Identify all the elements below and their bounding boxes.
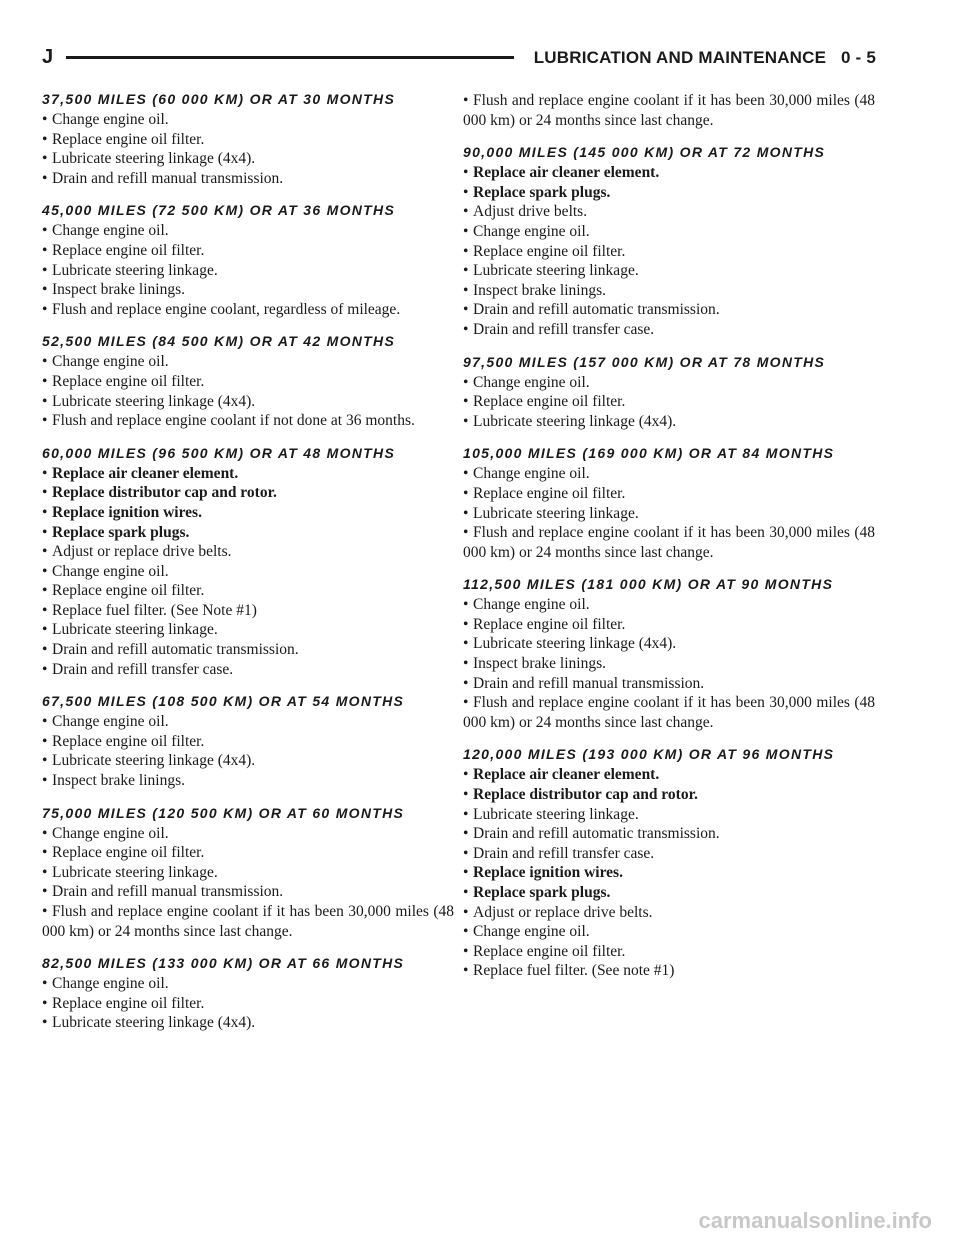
bullet-icon: • [463, 242, 469, 260]
interval-heading: 97,500 MILES (157 000 KM) OR AT 78 MONTHS [463, 353, 826, 370]
bullet-icon: • [42, 621, 48, 639]
task-text: Change engine oil. [473, 222, 590, 240]
task-text: Replace air cleaner element. [52, 464, 239, 482]
task-text: Replace engine oil filter. [52, 732, 205, 750]
bullet-icon: • [42, 752, 48, 770]
bullet-icon: • [463, 923, 469, 941]
task-text: Change engine oil. [52, 975, 169, 993]
bullet-icon: • [42, 222, 48, 240]
task-text: Lubricate steering linkage. [473, 504, 639, 522]
task-text: Flush and replace engine coolant if not done at 36 months. [52, 412, 415, 430]
task-text: Replace engine oil filter. [52, 130, 205, 148]
bullet-icon: • [463, 301, 469, 319]
task-text: Drain and refill transfer case. [473, 844, 655, 862]
task-text: Replace air cleaner element. [473, 766, 660, 784]
task-item [42, 843, 454, 863]
task-text: Replace engine oil filter. [52, 582, 205, 600]
task-item [463, 523, 875, 562]
task-text: Replace engine oil filter. [52, 844, 205, 862]
interval-heading: 52,500 MILES (84 500 KM) OR AT 42 MONTHS [42, 333, 396, 350]
task-text: Lubricate steering linkage. [473, 805, 639, 823]
task-text: Replace ignition wires. [473, 864, 623, 882]
bullet-icon: • [42, 883, 48, 901]
task-list [463, 91, 875, 130]
task-text: Replace engine oil filter. [473, 242, 626, 260]
interval-heading: 120,000 MILES (193 000 KM) OR AT 96 MONTHS [463, 746, 835, 763]
task-item [463, 863, 875, 883]
task-item [463, 595, 875, 615]
task-text: Lubricate steering linkage. [473, 262, 639, 280]
task-text: Adjust or replace drive belts. [473, 903, 653, 921]
bullet-icon: • [463, 864, 469, 882]
task-text: Change engine oil. [52, 222, 169, 240]
bullet-icon: • [42, 772, 48, 790]
bullet-icon: • [463, 615, 469, 633]
task-item [42, 994, 454, 1014]
task-text: Lubricate steering linkage. [52, 261, 218, 279]
task-item [42, 542, 454, 562]
task-text: Replace spark plugs. [473, 183, 611, 201]
task-text: Lubricate steering linkage (4x4). [52, 392, 256, 410]
bullet-icon: • [42, 543, 48, 561]
task-item [463, 222, 875, 242]
bullet-icon: • [463, 844, 469, 862]
task-item [463, 91, 875, 130]
task-list [463, 464, 875, 562]
task-text: Drain and refill transfer case. [52, 660, 234, 678]
task-item [463, 883, 875, 903]
task-text: Drain and refill transfer case. [473, 320, 655, 338]
task-text: Lubricate steering linkage. [52, 863, 218, 881]
task-item [42, 261, 454, 281]
bullet-icon: • [463, 222, 469, 240]
task-item [463, 504, 875, 524]
task-text: Flush and replace engine coolant, regardless of mileage. [52, 300, 401, 318]
task-item [42, 110, 454, 130]
task-item [42, 464, 454, 484]
task-text: Inspect brake linings. [473, 655, 607, 673]
bullet-icon: • [463, 694, 469, 712]
bullet-icon: • [42, 975, 48, 993]
bullet-icon: • [463, 903, 469, 921]
task-list [463, 765, 875, 981]
task-text: Change engine oil. [52, 824, 169, 842]
interval-section [42, 805, 454, 942]
bullet-icon: • [42, 353, 48, 371]
task-item [42, 352, 454, 372]
task-text: Inspect brake linings. [52, 772, 186, 790]
task-text: Drain and refill automatic transmission. [52, 641, 299, 659]
task-item [42, 863, 454, 883]
interval-heading: 60,000 MILES (96 500 KM) OR AT 48 MONTHS [42, 444, 396, 461]
chapter-title: LUBRICATION AND MAINTENANCE [533, 48, 827, 67]
task-text: Inspect brake linings. [473, 281, 607, 299]
task-item [463, 183, 875, 203]
bullet-icon: • [463, 484, 469, 502]
bullet-icon: • [463, 596, 469, 614]
interval-heading: 45,000 MILES (72 500 KM) OR AT 36 MONTHS [42, 202, 396, 219]
bullet-icon: • [463, 183, 469, 201]
interval-heading: 82,500 MILES (133 000 KM) OR AT 66 MONTHS [42, 955, 405, 972]
task-item [463, 412, 875, 432]
task-text: Drain and refill manual transmission. [473, 674, 705, 692]
bullet-icon: • [42, 130, 48, 148]
task-text: Replace spark plugs. [473, 884, 611, 901]
task-text: Lubricate steering linkage (4x4). [473, 412, 677, 430]
task-item [463, 805, 875, 825]
task-item [463, 824, 875, 844]
bullet-icon: • [42, 503, 48, 521]
interval-section [463, 445, 875, 562]
task-text: Lubricate steering linkage (4x4). [473, 635, 677, 653]
task-item [463, 634, 875, 654]
task-list [463, 595, 875, 732]
task-item [42, 503, 454, 523]
bullet-icon: • [463, 524, 469, 542]
interval-section [42, 202, 454, 319]
task-text: Replace distributor cap and rotor. [52, 484, 277, 502]
task-item [463, 785, 875, 805]
task-item [463, 693, 875, 732]
bullet-icon: • [42, 824, 48, 842]
page-header [42, 42, 876, 76]
task-list [463, 373, 875, 432]
task-text: Flush and replace engine coolant if it has been 30,000 miles (48 000 km) or 24 months since last change. [463, 694, 875, 731]
interval-section [42, 955, 454, 1033]
bullet-icon: • [42, 660, 48, 678]
task-item [42, 640, 454, 660]
task-item [42, 824, 454, 844]
task-item [42, 620, 454, 640]
bullet-icon: • [463, 92, 469, 109]
bullet-icon: • [42, 111, 48, 128]
task-text: Drain and refill automatic transmission. [473, 301, 720, 319]
task-list [42, 352, 454, 430]
bullet-icon: • [463, 164, 469, 182]
task-item [42, 974, 454, 994]
task-item [463, 320, 875, 340]
task-text: Drain and refill automatic transmission. [473, 825, 720, 843]
interval-section [42, 445, 454, 680]
bullet-icon: • [42, 241, 48, 259]
interval-section [42, 333, 454, 430]
interval-section [463, 746, 875, 981]
task-item [42, 732, 454, 752]
task-text: Flush and replace engine coolant if it has been 30,000 miles (48 000 km) or 24 months since last change. [463, 92, 875, 129]
bullet-icon: • [463, 465, 469, 483]
task-item [42, 601, 454, 621]
task-list [42, 464, 454, 680]
bullet-icon: • [42, 169, 48, 187]
task-item [42, 372, 454, 392]
right-sections [463, 144, 875, 981]
task-text: Flush and replace engine coolant if it has been 30,000 miles (48 000 km) or 24 months since last change. [42, 903, 454, 940]
task-text: Replace spark plugs. [52, 523, 190, 541]
task-text: Replace engine oil filter. [52, 994, 205, 1012]
bullet-icon: • [463, 412, 469, 430]
task-item [42, 300, 454, 320]
interval-heading: 90,000 MILES (145 000 KM) OR AT 72 MONTHS [463, 144, 826, 161]
task-item [42, 149, 454, 169]
task-text: Replace ignition wires. [52, 503, 202, 521]
task-text: Change engine oil. [473, 923, 590, 941]
task-item [463, 261, 875, 281]
bullet-icon: • [463, 825, 469, 843]
task-item [463, 674, 875, 694]
task-item [463, 281, 875, 301]
task-text: Change engine oil. [52, 111, 169, 128]
bullet-icon: • [463, 962, 469, 980]
task-text: Change engine oil. [473, 373, 590, 391]
task-list [42, 712, 454, 790]
task-list [463, 163, 875, 339]
task-item [42, 221, 454, 241]
task-list [42, 974, 454, 1033]
bullet-icon: • [463, 635, 469, 653]
bullet-icon: • [42, 844, 48, 862]
task-item [42, 562, 454, 582]
task-item [42, 751, 454, 771]
task-text: Adjust or replace drive belts. [52, 543, 232, 561]
bullet-icon: • [42, 300, 48, 318]
task-item [42, 241, 454, 261]
task-text: Flush and replace engine coolant if it has been 30,000 miles (48 000 km) or 24 months since last change. [463, 524, 875, 561]
task-item [42, 1013, 454, 1033]
task-text: Lubricate steering linkage (4x4). [52, 752, 256, 770]
bullet-icon: • [463, 504, 469, 522]
header-title [534, 48, 876, 68]
task-item [42, 280, 454, 300]
bullet-icon: • [463, 674, 469, 692]
task-text: Inspect brake linings. [52, 281, 186, 299]
task-text: Drain and refill manual transmission. [52, 883, 284, 901]
header-rule [66, 56, 514, 59]
task-text: Drain and refill manual transmission. [52, 169, 284, 187]
task-text: Change engine oil. [52, 353, 169, 371]
task-text: Replace engine oil filter. [52, 241, 205, 259]
task-item [42, 169, 454, 189]
task-item [42, 882, 454, 902]
task-item [42, 483, 454, 503]
task-item [463, 300, 875, 320]
task-item [463, 961, 875, 981]
task-item [463, 242, 875, 262]
bullet-icon: • [463, 373, 469, 391]
task-item [42, 411, 454, 431]
task-item [463, 844, 875, 864]
task-item [463, 903, 875, 923]
bullet-icon: • [463, 884, 469, 901]
interval-heading: 37,500 MILES (60 000 KM) OR AT 30 MONTHS [42, 91, 396, 107]
bullet-icon: • [463, 262, 469, 280]
bullet-icon: • [42, 994, 48, 1012]
bullet-icon: • [42, 582, 48, 600]
task-item [463, 373, 875, 393]
bullet-icon: • [42, 372, 48, 390]
task-text: Change engine oil. [52, 713, 169, 731]
bullet-icon: • [42, 732, 48, 750]
task-text: Replace distributor cap and rotor. [473, 786, 698, 804]
bullet-icon: • [42, 523, 48, 541]
bullet-icon: • [42, 641, 48, 659]
bullet-icon: • [42, 903, 48, 920]
task-text: Replace engine oil filter. [52, 372, 205, 390]
bullet-icon: • [463, 942, 469, 960]
interval-heading: 75,000 MILES (120 500 KM) OR AT 60 MONTHS [42, 804, 405, 821]
bullet-icon: • [42, 601, 48, 619]
task-item [42, 902, 454, 941]
task-text: Change engine oil. [473, 465, 590, 483]
task-item [463, 202, 875, 222]
bullet-icon: • [463, 203, 469, 221]
bullet-icon: • [42, 1014, 48, 1032]
watermark: carmanualsonline.info [698, 1208, 932, 1233]
bullet-icon: • [463, 320, 469, 338]
interval-section [463, 576, 875, 732]
task-text: Lubricate steering linkage (4x4). [52, 1014, 256, 1032]
task-item [42, 392, 454, 412]
task-text: Lubricate steering linkage (4x4). [52, 150, 256, 168]
task-item [42, 130, 454, 150]
interval-section [463, 354, 875, 432]
task-text: Replace engine oil filter. [473, 484, 626, 502]
interval-heading: 67,500 MILES (108 500 KM) OR AT 54 MONTHS [42, 693, 405, 710]
task-text: Adjust drive belts. [473, 203, 588, 221]
bullet-icon: • [42, 412, 48, 430]
task-text: Replace air cleaner element. [473, 164, 660, 182]
interval-section [463, 144, 875, 339]
task-text: Replace engine oil filter. [473, 942, 626, 960]
task-text: Change engine oil. [52, 562, 169, 580]
interval-heading: 105,000 MILES (169 000 KM) OR AT 84 MONTHS [463, 445, 835, 462]
bullet-icon: • [42, 464, 48, 482]
task-list [42, 110, 454, 188]
bullet-icon: • [463, 766, 469, 784]
task-item [463, 765, 875, 785]
bullet-icon: • [42, 484, 48, 502]
task-item [463, 392, 875, 412]
task-item [42, 771, 454, 791]
interval-section [42, 91, 454, 188]
bullet-icon: • [463, 786, 469, 804]
task-item [42, 581, 454, 601]
task-text: Replace fuel filter. (See note #1) [473, 962, 675, 980]
task-text: Replace engine oil filter. [473, 393, 626, 411]
left-column [42, 91, 454, 1047]
task-item [42, 712, 454, 732]
bullet-icon: • [42, 392, 48, 410]
task-text: Replace engine oil filter. [473, 615, 626, 633]
task-item [463, 163, 875, 183]
task-item [463, 484, 875, 504]
task-item [463, 464, 875, 484]
task-text: Lubricate steering linkage. [52, 621, 218, 639]
interval-heading: 112,500 MILES (181 000 KM) OR AT 90 MONTHS [463, 576, 834, 593]
bullet-icon: • [42, 562, 48, 580]
right-column [463, 91, 875, 995]
bullet-icon: • [463, 281, 469, 299]
task-item [463, 615, 875, 635]
continued-items [463, 91, 875, 130]
task-item [42, 523, 454, 543]
task-item [463, 922, 875, 942]
bullet-icon: • [463, 655, 469, 673]
task-text: Change engine oil. [473, 596, 590, 614]
task-list [42, 824, 454, 942]
task-item [463, 654, 875, 674]
task-text: Replace fuel filter. (See Note #1) [52, 601, 257, 619]
bullet-icon: • [463, 393, 469, 411]
interval-section [42, 693, 454, 790]
task-list [42, 221, 454, 319]
bullet-icon: • [42, 863, 48, 881]
bullet-icon: • [463, 805, 469, 823]
section-letter: J [42, 46, 54, 68]
bullet-icon: • [42, 713, 48, 731]
bullet-icon: • [42, 281, 48, 299]
bullet-icon: • [42, 150, 48, 168]
page-number: 0 - 5 [840, 48, 876, 67]
task-item [463, 942, 875, 962]
task-item [42, 660, 454, 680]
bullet-icon: • [42, 261, 48, 279]
